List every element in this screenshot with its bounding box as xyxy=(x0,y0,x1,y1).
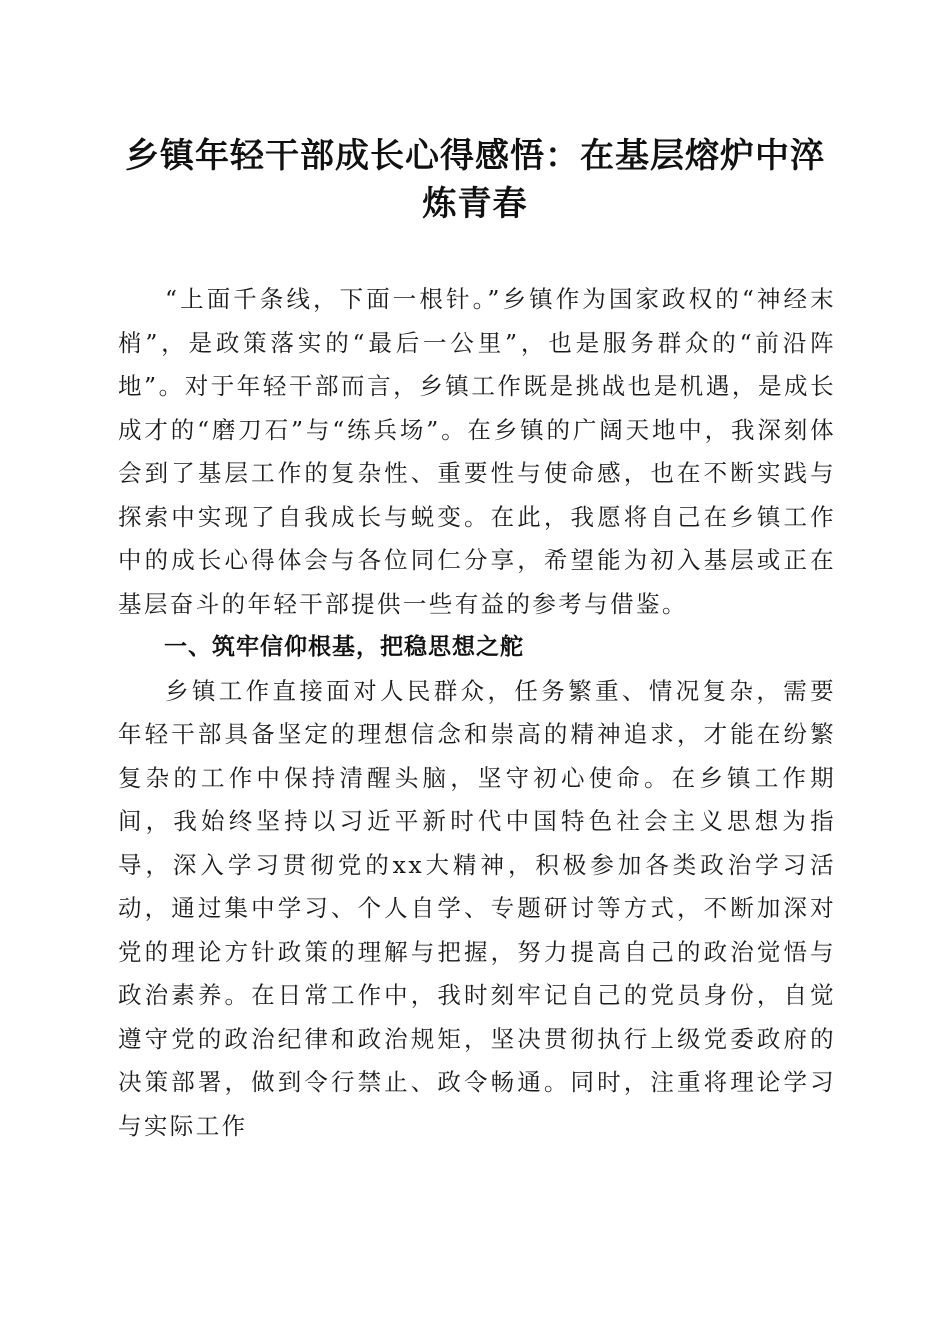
section-heading: 一、筑牢信仰根基，把稳思想之舵 xyxy=(164,634,524,660)
intro-paragraph: “上面千条线，下面一根针。”乡镇作为国家政权的“神经末梢”，是政策落实的“最后一公里”，也是服务群众的“前沿阵地”。对于年轻干部而言，乡镇工作既是挑战也是机遇，是成长成才的“磨刀石”与“练兵场”。在乡镇的广阔天地中，我深刻体会到了基层工作的复杂性、重要性与使命感，也在不断实践与探索中实现了自我成长与蜕变。在此，我愿将自己在乡镇工作中的成长心得体会与各位同仁分享，希望能为初入基层或正在基层奋斗的年轻干部提供一些有益的参考与借鉴。 xyxy=(118,285,836,618)
document-body xyxy=(118,278,836,1148)
section-paragraph: 乡镇工作直接面对人民群众，任务繁重、情况复杂，需要年轻干部具备坚定的理想信念和崇高的精神追求，才能在纷繁复杂的工作中保持清醒头脑，坚守初心使命。在乡镇工作期间，我始终坚持以习近平新时代中国特色社会主义思想为指导，深入学习贯彻党的xx大精神，积极参加各类政治学习活动，通过集中学习、个人自学、专题研讨等方式，不断加深对党的理论方针政策的理解与把握，努力提高自己的政治觉悟与政治素养。在日常工作中，我时刻牢记自己的党员身份，自觉遵守党的政治纪律和政治规矩，坚决贯彻执行上级党委政府的决策部署，做到令行禁止、政令畅通。同时，注重将理论学习与实际工作 xyxy=(118,676,836,1140)
document-title: 乡镇年轻干部成长心得感悟：在基层熔炉中淬炼青春 xyxy=(125,136,825,224)
